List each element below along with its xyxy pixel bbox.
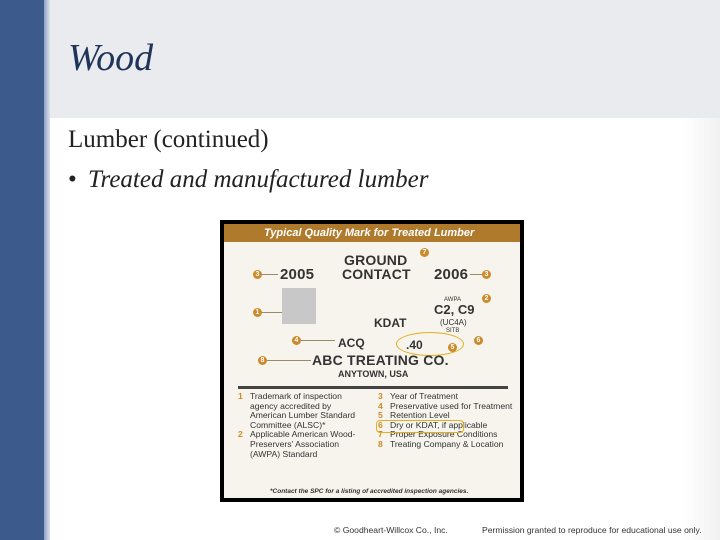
year-right: 2006 [434,266,469,283]
legend-text: Treating Company & Location [390,438,504,449]
sitb-label: SITB [446,328,460,334]
sidebar-bar [0,0,44,540]
copyright-text: © Goodheart-Willcox Co., Inc. [334,525,448,535]
retention-level-highlight [376,420,464,433]
callout-line [470,274,482,275]
company-name: ABC TREATING CO. [312,352,449,368]
legend-text: Preservative used for Treatment [390,400,513,411]
legend-text: Proper Exposure Conditions [390,429,498,440]
callout-5: 5 [448,343,457,352]
callout-line [267,360,311,361]
callout-8: 8 [258,356,267,365]
legend-number: 7 [378,429,383,440]
ground-label: GROUND [344,252,408,268]
callout-7: 7 [420,248,429,257]
permission-text: Permission granted to reproduce for educational use only. [482,525,702,535]
slide-subtitle: Lumber (continued) [68,126,269,153]
legend-text: Trademark of inspection agency accredited by American Lumber Standard Committee (ALSC)* [250,391,356,430]
quality-mark-figure [220,220,524,502]
retention-value: .40 [406,338,423,352]
legend-number: 8 [378,438,383,449]
callout-3-left: 3 [253,270,262,279]
callout-4: 4 [292,336,301,345]
left-legend [238,392,358,459]
callout-line [262,274,278,275]
figure-footnote: *Contact the SPC for a listing of accredited inspection agencies. [270,488,469,495]
legend-item [238,430,358,459]
legend-item [238,392,358,430]
callout-3-right: 3 [482,270,491,279]
callout-line [301,340,335,341]
figure-header: Typical Quality Mark for Treated Lumber [224,224,520,242]
bullet-text: Treated and manufactured lumber [88,166,429,193]
legend-number: 5 [378,410,383,421]
year-left: 2005 [280,266,315,283]
bullet-item [68,166,428,194]
awpa-label: AWPA [444,297,462,303]
legend-item [378,440,514,450]
callout-6: 6 [474,336,483,345]
trademark-box [282,288,316,324]
legend-number: 2 [238,429,243,440]
figure-panel [224,224,520,498]
uc-code: (UC4A) [440,318,467,327]
legend-number: 4 [378,400,383,411]
kdat-label: KDAT [374,316,407,330]
callout-1: 1 [253,308,262,317]
figure-divider [238,386,508,389]
legend-text: Dry or KDAT, if applicable [390,419,488,430]
slide-title: Wood [68,37,154,79]
legend-text: Year of Treatment [390,391,458,401]
awpa-code: C2, C9 [434,302,475,317]
legend-number: 6 [378,419,383,430]
legend-text: Applicable American Wood-Preservers' Association (AWPA) Standard [250,429,356,459]
contact-label: CONTACT [342,266,411,282]
legend-number: 1 [238,391,243,401]
company-town: ANYTOWN, USA [338,369,409,379]
acq-label: ACQ [338,336,365,350]
legend-number: 3 [378,391,383,401]
right-edge-shade [682,118,720,540]
legend-text: Retention Level [390,410,450,421]
callout-2: 2 [482,294,491,303]
bullet-icon: • [68,166,77,193]
callout-line [262,312,282,313]
